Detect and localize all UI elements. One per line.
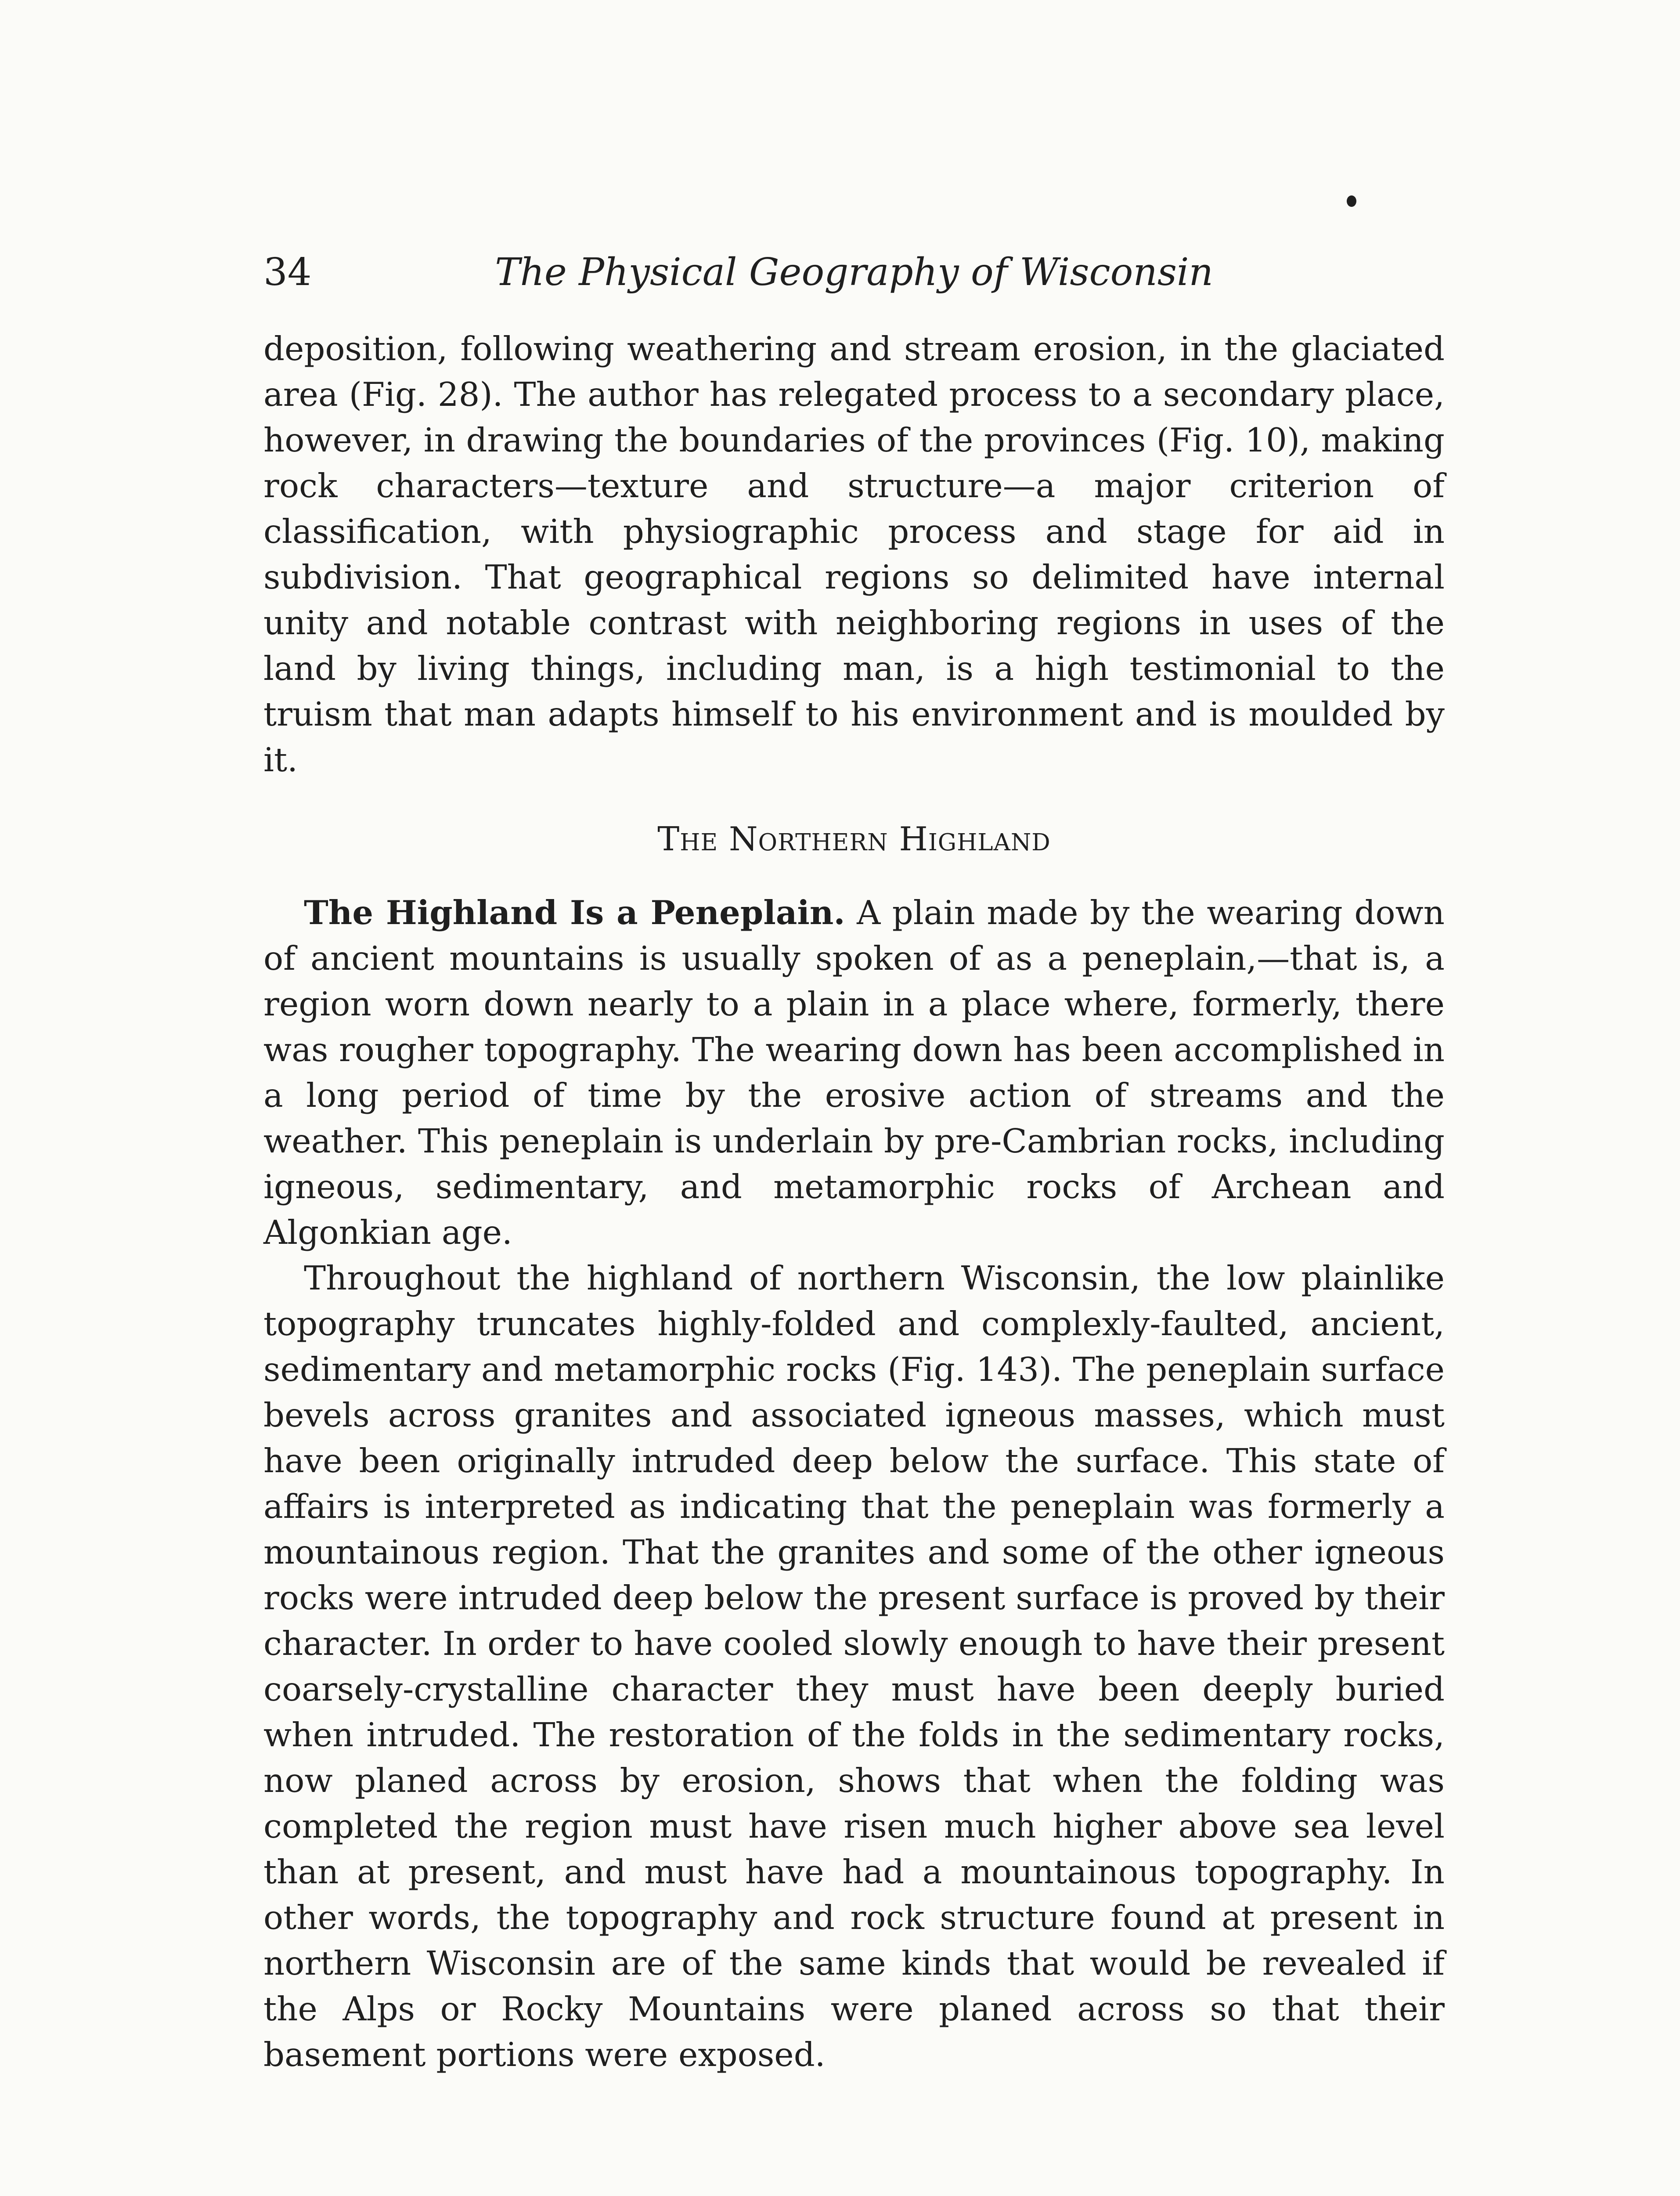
section-heading: The Northern Highland [657,820,1051,858]
running-title: The Physical Geography of Wisconsin [495,250,1213,294]
book-page [263,246,1445,2077]
paragraph-lead: The Highland Is a Peneplain. [304,893,845,932]
body-text [263,326,1445,2077]
running-head [263,246,1445,299]
page-number: 34 [263,250,312,294]
paragraph-peneplain [263,890,1445,1255]
printer-dot [1347,195,1356,207]
paragraph-highland-topography: Throughout the highland of northern Wisconsin, the low plainlike topography truncates highly-folded and complexly-faulted, ancient, sedimentary and metamorphic rocks (Fig. 143). The peneplain surface bevels across granites and associated igneous masses, which must have been originally intruded deep below the surface. This state of affairs is interpreted as indicating that the peneplain was formerly a mountainous region. That the granites and some of the other igneous rocks were intruded deep below the present surface is proved by their character. In order to have cooled slowly enough to have their present coarsely-crystalline character they must have been deeply buried when intruded. The restoration of the folds in the sedimentary rocks, now planed across by erosion, shows that when the folding was completed the region must have risen much higher above sea level than at present, and must have had a mountainous topography. In other words, the topography and rock structure found at present in northern Wisconsin are of the same kinds that would be revealed if the Alps or Rocky Mountains were planed across so that their basement portions were exposed. [263,1259,1445,2074]
paragraph-body: A plain made by the wearing down of ancient mountains is usually spoken of as a peneplain,—that is, a region worn down nearly to a plain in a place where, formerly, there was rougher topography. The wearing down has been accomplished in a long period of time by the erosive action of streams and the weather. This peneplain is underlain by pre-Cambrian rocks, including igneous, sedimentary, and metamorphic rocks of Archean and Algonkian age. [263,893,1445,1252]
paragraph-continued: deposition, following weathering and stream erosion, in the glaciated area (Fig. 28). The author has relegated process to a secondary place, however, in drawing the boundaries of the provinces (Fig. 10), making rock characters—texture and structure—a major criterion of classification, with physiographic process and stage for aid in subdivision. That geographical regions so delimited have internal unity and notable contrast with neighboring regions in uses of the land by living things, including man, is a high testimonial to the truism that man adapts himself to his environment and is moulded by it. [263,329,1445,779]
